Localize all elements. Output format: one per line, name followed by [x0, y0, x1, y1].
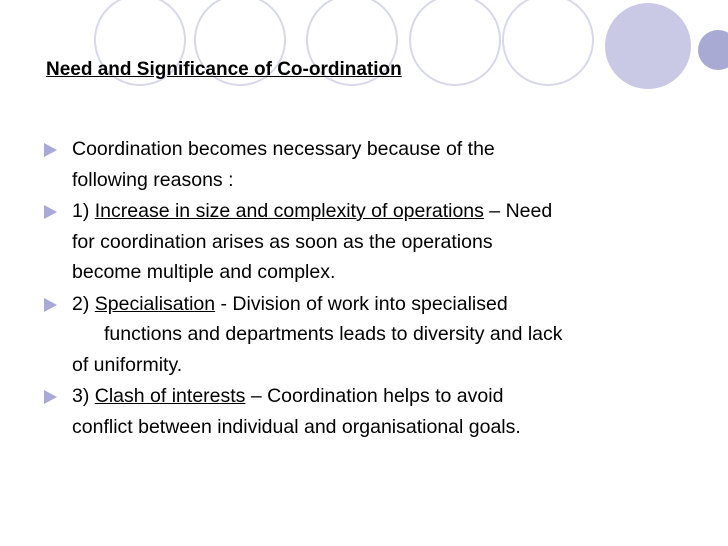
- bullet-line: conflict between individual and organisational goals.: [72, 415, 521, 438]
- item-number: 3): [72, 385, 95, 407]
- bullet-arrow-icon: [44, 143, 57, 157]
- bullet-item: [44, 196, 704, 288]
- bullet-line: become multiple and complex.: [72, 261, 336, 283]
- deco-circle: [503, 0, 593, 85]
- bullet-line: [72, 196, 704, 227]
- bullet-line: for coordination arises as soon as the operations: [72, 230, 493, 253]
- deco-circle-filled: [698, 30, 728, 70]
- item-number: 1): [72, 200, 95, 222]
- bullet-arrow-icon: [44, 298, 57, 312]
- item-term: Specialisation: [94, 292, 216, 315]
- bullet-line: following reasons :: [72, 168, 234, 191]
- bullet-line: of uniformity.: [72, 353, 183, 376]
- bullet-item: [44, 134, 704, 195]
- deco-circle: [410, 0, 500, 85]
- deco-circle-filled: [605, 3, 691, 89]
- item-term: Increase in size and complexity of operations: [94, 200, 484, 222]
- bullet-line: functions and departments leads to diversity and lack: [104, 323, 563, 345]
- bullet-item: [44, 289, 704, 381]
- bullet-line: [72, 381, 704, 412]
- bullet-line: Coordination becomes necessary because of the: [72, 138, 495, 160]
- bullet-item: [44, 381, 704, 442]
- bullet-arrow-icon: [44, 390, 57, 404]
- bullet-list: [44, 134, 704, 443]
- item-text: – Need: [483, 200, 553, 222]
- item-text: – Coordination helps to avoid: [245, 385, 504, 407]
- item-number: 2): [72, 292, 95, 315]
- decorative-circles: [0, 0, 728, 110]
- slide-title: Need and Significance of Co-ordination: [46, 59, 402, 80]
- item-term: Clash of interests: [94, 385, 246, 407]
- bullet-arrow-icon: [44, 205, 57, 219]
- bullet-line: [72, 289, 704, 320]
- item-text: - Division of work into specialised: [215, 292, 508, 315]
